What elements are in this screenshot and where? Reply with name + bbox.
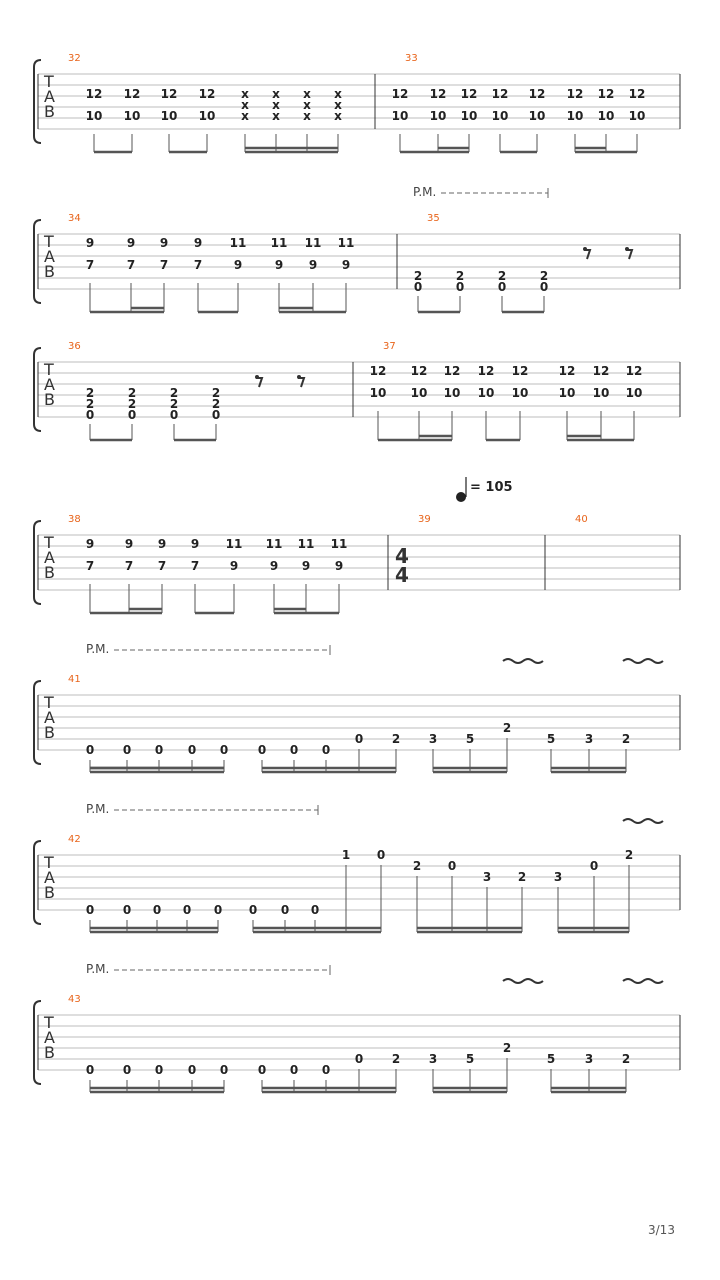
fret-number: 0 (257, 1063, 267, 1077)
fret-number: 9 (269, 559, 279, 573)
fret-number: 11 (304, 236, 322, 250)
tab-clef-letter: B (44, 102, 55, 121)
page-number: 3/13 (648, 1223, 675, 1237)
fret-number: x (303, 98, 311, 112)
tab-clef-letter: B (44, 563, 55, 582)
fret-number: 10 (123, 109, 141, 123)
tab-clef-letter: T (44, 533, 54, 552)
tempo-note-head (456, 492, 466, 502)
fret-number: 10 (85, 109, 103, 123)
fret-number: x (303, 109, 311, 123)
bar-number: 39 (418, 514, 431, 525)
fret-number: 10 (625, 386, 643, 400)
fret-number: 10 (597, 109, 615, 123)
palm-mute-label: P.M. (86, 962, 110, 976)
fret-number: 0 (539, 280, 549, 294)
fret-number: 9 (301, 559, 311, 573)
fret-number: 0 (413, 280, 423, 294)
rest-dot (255, 375, 259, 379)
fret-number: 2 (502, 721, 512, 735)
fret-number: 12 (160, 87, 178, 101)
vibrato-mark (623, 819, 663, 823)
bar-number: 34 (68, 213, 81, 224)
bar-number: 33 (405, 53, 418, 64)
fret-number: 2 (413, 269, 423, 283)
fret-number: 10 (628, 109, 646, 123)
fret-number: 7 (157, 559, 167, 573)
fret-number: 10 (558, 386, 576, 400)
fret-number: 11 (297, 537, 315, 551)
fret-number: 10 (391, 109, 409, 123)
fret-number: 0 (122, 903, 132, 917)
fret-number: 0 (85, 1063, 95, 1077)
fret-number: 12 (592, 364, 610, 378)
vibrato-mark (503, 979, 543, 983)
fret-number: 9 (341, 258, 351, 272)
fret-number: 12 (558, 364, 576, 378)
fret-number: 5 (465, 1052, 475, 1066)
fret-number: 12 (597, 87, 615, 101)
fret-number: 2 (85, 397, 95, 411)
fret-number: 9 (233, 258, 243, 272)
palm-mute-label: P.M. (86, 802, 110, 816)
fret-number: 0 (182, 903, 192, 917)
fret-number: 5 (546, 732, 556, 746)
bar-number: 42 (68, 834, 81, 845)
fret-number: 3 (428, 732, 438, 746)
fret-number: 0 (289, 1063, 299, 1077)
fret-number: 0 (122, 743, 132, 757)
fret-number: 9 (85, 537, 95, 551)
fret-number: 5 (465, 732, 475, 746)
bar-number: 37 (383, 341, 396, 352)
fret-number: 12 (369, 364, 387, 378)
tab-clef-letter: A (44, 868, 55, 887)
palm-mute-label: P.M. (86, 642, 110, 656)
fret-number: x (334, 87, 342, 101)
fret-number: 12 (410, 364, 428, 378)
fret-number: 5 (546, 1052, 556, 1066)
fret-number: 12 (198, 87, 216, 101)
rest-symbol (584, 250, 590, 259)
fret-number: 2 (455, 269, 465, 283)
fret-number: x (272, 98, 280, 112)
rest-dot (625, 247, 629, 251)
fret-number: 11 (265, 537, 283, 551)
fret-number: 0 (321, 743, 331, 757)
fret-number: 0 (354, 1052, 364, 1066)
bar-number: 38 (68, 514, 81, 525)
fret-number: 2 (539, 269, 549, 283)
fret-number: 0 (152, 903, 162, 917)
fret-number: 10 (460, 109, 478, 123)
bar-number: 41 (68, 674, 81, 685)
fret-number: x (272, 109, 280, 123)
fret-number: 3 (584, 732, 594, 746)
fret-number: 3 (482, 870, 492, 884)
rest-symbol (256, 378, 262, 387)
tab-clef-letter: B (44, 883, 55, 902)
tab-clef-letter: A (44, 87, 55, 106)
fret-number: 0 (85, 743, 95, 757)
fret-number: 3 (428, 1052, 438, 1066)
fret-number: 7 (190, 559, 200, 573)
fret-number: 10 (491, 109, 509, 123)
fret-number: 2 (391, 1052, 401, 1066)
fret-number: 0 (321, 1063, 331, 1077)
fret-number: 7 (193, 258, 203, 272)
fret-number: 2 (169, 397, 179, 411)
tempo-marking: = 105 (470, 480, 513, 495)
fret-number: 2 (127, 386, 137, 400)
fret-number: 10 (566, 109, 584, 123)
fret-number: 0 (154, 1063, 164, 1077)
fret-number: 0 (354, 732, 364, 746)
fret-number: 11 (225, 537, 243, 551)
bar-number: 32 (68, 53, 81, 64)
fret-number: x (334, 98, 342, 112)
fret-number: 10 (410, 386, 428, 400)
fret-number: 12 (85, 87, 103, 101)
fret-number: 2 (169, 386, 179, 400)
fret-number: 0 (447, 859, 457, 873)
tab-clef-letter: T (44, 360, 54, 379)
fret-number: 9 (308, 258, 318, 272)
fret-number: 10 (198, 109, 216, 123)
fret-number: 2 (624, 848, 634, 862)
fret-number: 9 (85, 236, 95, 250)
fret-number: 2 (621, 1052, 631, 1066)
tab-clef-letter: B (44, 1043, 55, 1062)
fret-number: 7 (126, 258, 136, 272)
tab-clef-letter: T (44, 693, 54, 712)
fret-number: 0 (187, 743, 197, 757)
fret-number: 11 (270, 236, 288, 250)
fret-number: 9 (190, 537, 200, 551)
fret-number: 9 (193, 236, 203, 250)
tab-clef-letter: T (44, 1013, 54, 1032)
fret-number: 9 (126, 236, 136, 250)
time-signature-denominator: 4 (395, 563, 409, 587)
tab-clef-letter: A (44, 708, 55, 727)
fret-number: 12 (460, 87, 478, 101)
fret-number: 12 (628, 87, 646, 101)
fret-number: 0 (85, 408, 95, 422)
fret-number: 0 (211, 408, 221, 422)
fret-number: 0 (127, 408, 137, 422)
rest-dot (583, 247, 587, 251)
fret-number: 12 (566, 87, 584, 101)
vibrato-mark (503, 659, 543, 663)
fret-number: x (241, 98, 249, 112)
bar-number: 40 (575, 514, 588, 525)
vibrato-mark (623, 979, 663, 983)
fret-number: 12 (123, 87, 141, 101)
fret-number: x (334, 109, 342, 123)
fret-number: 2 (502, 1041, 512, 1055)
fret-number: 11 (229, 236, 247, 250)
fret-number: 3 (553, 870, 563, 884)
fret-number: 0 (85, 903, 95, 917)
tab-clef-letter: T (44, 853, 54, 872)
fret-number: 10 (443, 386, 461, 400)
bar-number: 35 (427, 213, 440, 224)
palm-mute-label: P.M. (413, 185, 437, 199)
fret-number: 0 (280, 903, 290, 917)
fret-number: 0 (122, 1063, 132, 1077)
vibrato-mark (623, 659, 663, 663)
fret-number: 0 (154, 743, 164, 757)
tab-clef-letter: A (44, 1028, 55, 1047)
fret-number: 9 (124, 537, 134, 551)
fret-number: 0 (219, 743, 229, 757)
fret-number: x (241, 109, 249, 123)
fret-number: 2 (211, 397, 221, 411)
fret-number: 10 (369, 386, 387, 400)
fret-number: 7 (124, 559, 134, 573)
fret-number: 10 (429, 109, 447, 123)
tab-clef-letter: A (44, 548, 55, 567)
fret-number: x (241, 87, 249, 101)
fret-number: 2 (517, 870, 527, 884)
fret-number: 0 (310, 903, 320, 917)
fret-number: 9 (274, 258, 284, 272)
fret-number: 12 (491, 87, 509, 101)
fret-number: x (272, 87, 280, 101)
rest-symbol (298, 378, 304, 387)
fret-number: 0 (257, 743, 267, 757)
tab-clef-letter: A (44, 247, 55, 266)
tab-clef-letter: B (44, 723, 55, 742)
fret-number: 2 (211, 386, 221, 400)
fret-number: 0 (589, 859, 599, 873)
fret-number: 9 (159, 236, 169, 250)
fret-number: 2 (85, 386, 95, 400)
fret-number: 2 (391, 732, 401, 746)
fret-number: 12 (429, 87, 447, 101)
fret-number: 12 (625, 364, 643, 378)
tab-clef-letter: B (44, 262, 55, 281)
fret-number: 12 (391, 87, 409, 101)
fret-number: 0 (248, 903, 258, 917)
fret-number: 11 (337, 236, 355, 250)
tab-clef-letter: T (44, 232, 54, 251)
fret-number: 1 (341, 848, 351, 862)
fret-number: 9 (229, 559, 239, 573)
fret-number: 0 (497, 280, 507, 294)
fret-number: 10 (160, 109, 178, 123)
fret-number: 0 (213, 903, 223, 917)
fret-number: 2 (127, 397, 137, 411)
fret-number: 11 (330, 537, 348, 551)
tab-clef-letter: T (44, 72, 54, 91)
fret-number: 0 (455, 280, 465, 294)
fret-number: 10 (592, 386, 610, 400)
fret-number: 12 (477, 364, 495, 378)
fret-number: 0 (187, 1063, 197, 1077)
fret-number: 9 (157, 537, 167, 551)
fret-number: 10 (528, 109, 546, 123)
fret-number: 7 (159, 258, 169, 272)
fret-number: 2 (621, 732, 631, 746)
fret-number: 10 (477, 386, 495, 400)
fret-number: 2 (412, 859, 422, 873)
bar-number: 36 (68, 341, 81, 352)
bar-number: 43 (68, 994, 81, 1005)
tab-clef-letter: B (44, 390, 55, 409)
rest-dot (297, 375, 301, 379)
fret-number: 12 (528, 87, 546, 101)
fret-number: 3 (584, 1052, 594, 1066)
fret-number: 12 (443, 364, 461, 378)
tab-clef-letter: A (44, 375, 55, 394)
fret-number: 10 (511, 386, 529, 400)
time-signature-numerator: 4 (395, 544, 409, 568)
fret-number: 2 (497, 269, 507, 283)
fret-number: 0 (169, 408, 179, 422)
fret-number: 9 (334, 559, 344, 573)
fret-number: 7 (85, 559, 95, 573)
fret-number: 0 (219, 1063, 229, 1077)
fret-number: 0 (289, 743, 299, 757)
fret-number: 12 (511, 364, 529, 378)
fret-number: 7 (85, 258, 95, 272)
rest-symbol (626, 250, 632, 259)
fret-number: 0 (376, 848, 386, 862)
fret-number: x (303, 87, 311, 101)
